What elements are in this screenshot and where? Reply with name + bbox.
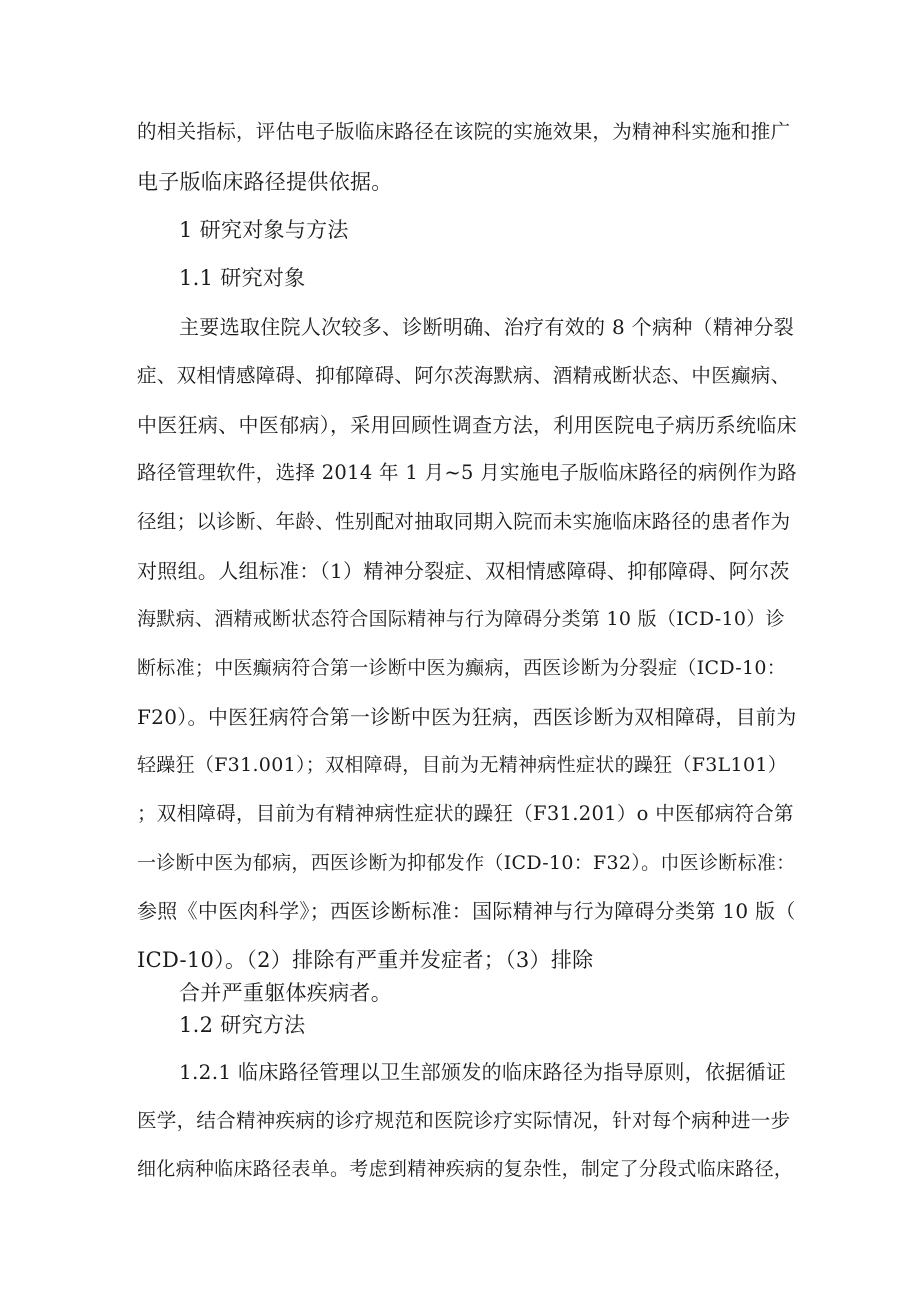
text-line-10: 对照组。人组标准：（1）精神分裂症、双相情感障碍、抑郁障碍、阿尔茨 bbox=[137, 559, 790, 583]
text-line-1: 的相关指标，评估电子版临床路径在该院的实施效果，为精神科实施和推广 bbox=[137, 120, 791, 143]
text-line-6: 症、双相情感障碍、抑郁障碍、阿尔茨海默病、酒精戒断状态、中医癫病、 bbox=[137, 364, 791, 387]
text-line-21: 1.2.1 临床路径管理以卫生部颁发的临床路径为指导原则，依据循证 bbox=[179, 1060, 787, 1084]
text-line-5: 主要选取住院人次较多、诊断明确、治疗有效的 8 个病种（精神分裂 bbox=[179, 315, 795, 339]
text-line-15: ；双相障碍，目前为有精神病性症状的躁狂（F31.201）o 中医郁病符合第 bbox=[137, 802, 794, 825]
text-line-9: 径组；以诊断、年龄、性别配对抽取同期入院而未实施临床路径的患者作为 bbox=[137, 510, 791, 533]
text-line-22: 医学，结合精神疾病的诊疗规范和医院诊疗实际情况，针对每个病种进一步 bbox=[137, 1109, 791, 1132]
section-heading-1: 1 研究对象与方法 bbox=[179, 218, 349, 242]
text-line-17: 参照《中医肉科学》；西医诊断标准：国际精神与行为障碍分类第 10 版（ bbox=[137, 899, 796, 923]
text-line-13: F20）。中医狂病符合第一诊断中医为狂病，西医诊断为双相障碍，目前为 bbox=[137, 705, 797, 729]
subsection-heading-1-1: 1.1 研究对象 bbox=[179, 266, 306, 290]
text-line-23: 细化病种临床路径表单。考虑到精神疾病的复杂性，制定了分段式临床路径， bbox=[137, 1158, 794, 1180]
text-line-2: 电子版临床路径提供依据。 bbox=[137, 170, 393, 194]
text-line-12: 断标准；中医癫病符合第一诊断中医为癫病，西医诊断为分裂症（ICD-10： bbox=[137, 657, 787, 679]
text-line-18: ICD-10）。（2）排除有严重并发症者；（3）排除 bbox=[137, 948, 594, 972]
text-line-19: 合并严重躯体疾病者。 bbox=[179, 981, 392, 1005]
text-line-8: 路径管理软件，选择 2014 年 1 月~5 月实施电子版临床路径的病例作为路 bbox=[137, 461, 797, 484]
subsection-heading-1-2: 1.2 研究方法 bbox=[179, 1013, 306, 1037]
text-line-11: 海默病、酒精戒断状态符合国际精神与行为障碍分类第 10 版（ICD-10）诊 bbox=[137, 608, 785, 630]
text-line-14: 轻躁狂（F31.001）；双相障碍，目前为无精神病性症状的躁狂（F3L101） bbox=[137, 754, 788, 776]
text-line-7: 中医狂病、中医郁病），采用回顾性调查方法，利用医院电子病历系统临床 bbox=[137, 413, 797, 437]
text-line-16: 一诊断中医为郁病，西医诊断为抑郁发作（ICD-10：F32）。巾医诊断标准： bbox=[137, 852, 796, 874]
